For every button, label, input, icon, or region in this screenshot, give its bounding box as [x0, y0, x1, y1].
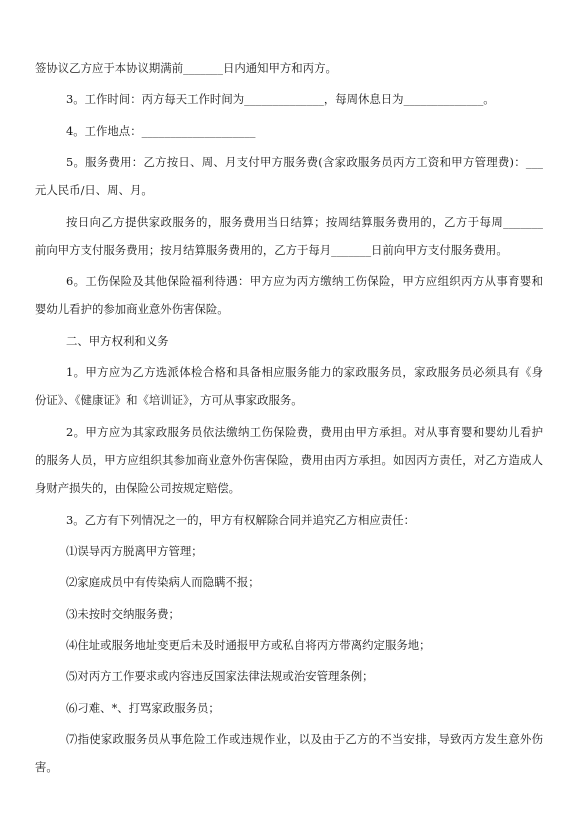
text-line: 元人民币/日、周、月。: [35, 183, 153, 198]
clause-party-a-insurance: [35, 418, 543, 503]
text-line: 婴幼儿看护的参加商业意外伤害保险。: [35, 302, 229, 317]
text-line: 身财产损失的，由保险公司按规定赔偿。: [35, 481, 241, 496]
clause-termination-rights: [35, 506, 543, 534]
text-line: ⑶未按时交纳服务费；: [66, 606, 180, 621]
text-line: 1。甲方应为乙方选派体检合格和具备相应服务能力的家政服务员，家政服务员必须具有《身: [66, 365, 543, 380]
text-line: 2。甲方应为其家政服务员依法缴纳工伤保险费，费用由甲方承担。对从事育婴和婴幼儿看护: [66, 424, 543, 439]
termination-item: [35, 694, 543, 722]
text-line: 按日向乙方提供家政服务的，服务费用当日结算；按周结算服务费用的，乙方于每周_______: [66, 214, 543, 229]
text-line: 4。工作地点：____________________: [66, 123, 256, 138]
clause-work-hours: [35, 85, 543, 113]
text-line: ⑺指使家政服务员从事危险工作或违规作业，以及由于乙方的不当安排，导致丙方发生意外伤: [66, 732, 543, 747]
clause-insurance-benefits: [35, 267, 543, 323]
continued-paragraph: [35, 54, 543, 82]
text-line: 害。: [35, 760, 58, 775]
text-line: ⑴误导丙方脱离甲方管理；: [66, 543, 203, 558]
text-line: 3。工作时间：丙方每天工作时间为______________，每周休息日为______________。: [66, 92, 495, 107]
text-line: 份证》、《健康证》和《培训证》，方可从事家政服务。: [35, 393, 303, 408]
termination-item: [35, 568, 543, 596]
termination-item: [35, 631, 543, 659]
clause-work-location: [35, 117, 543, 145]
text-line: ⑹刁难、*、打骂家政服务员；: [66, 700, 220, 715]
clause-service-fee: [35, 148, 543, 204]
section-heading-party-a-rights: [35, 327, 543, 355]
termination-item: [35, 725, 543, 781]
text-line: 5。服务费用：乙方按日、周、月支付甲方服务费(含家政服务员丙方工资和甲方管理费)：___: [66, 155, 543, 170]
text-line: ⑵家庭成员中有传染病人而隐瞒不报；: [66, 575, 260, 590]
clause-party-a-staff-requirements: [35, 358, 543, 414]
termination-item: [35, 537, 543, 565]
text-line: 3。乙方有下列情况之一的，甲方有权解除合同并追究乙方相应责任：: [66, 512, 415, 527]
text-line: 签协议乙方应于本协议期满前_______日内通知甲方和丙方。: [35, 61, 337, 75]
text-line: ⑸对丙方工作要求或内容违反国家法律法规或治安管理条例；: [66, 669, 374, 684]
paragraph-fee-settlement: [35, 208, 543, 264]
text-line: 前向甲方支付服务费用；按月结算服务费用的，乙方于每月_______日前向甲方支付服务费用。: [35, 242, 508, 257]
termination-item: [35, 600, 543, 628]
section-heading: 二、甲方权利和义务: [66, 333, 169, 348]
text-line: 6。工伤保险及其他保险福利待遇：甲方应为丙方缴纳工伤保险，甲方应组织丙方从事育婴和: [66, 274, 543, 289]
text-line: 的服务人员，甲方应组织其参加商业意外伤害保险，费用由丙方承担。如因丙方责任，对乙方造成人: [35, 452, 543, 467]
termination-item: [35, 662, 543, 690]
text-line: ⑷住址或服务地址变更后未及时通报甲方或私自将丙方带离约定服务地；: [66, 638, 431, 652]
